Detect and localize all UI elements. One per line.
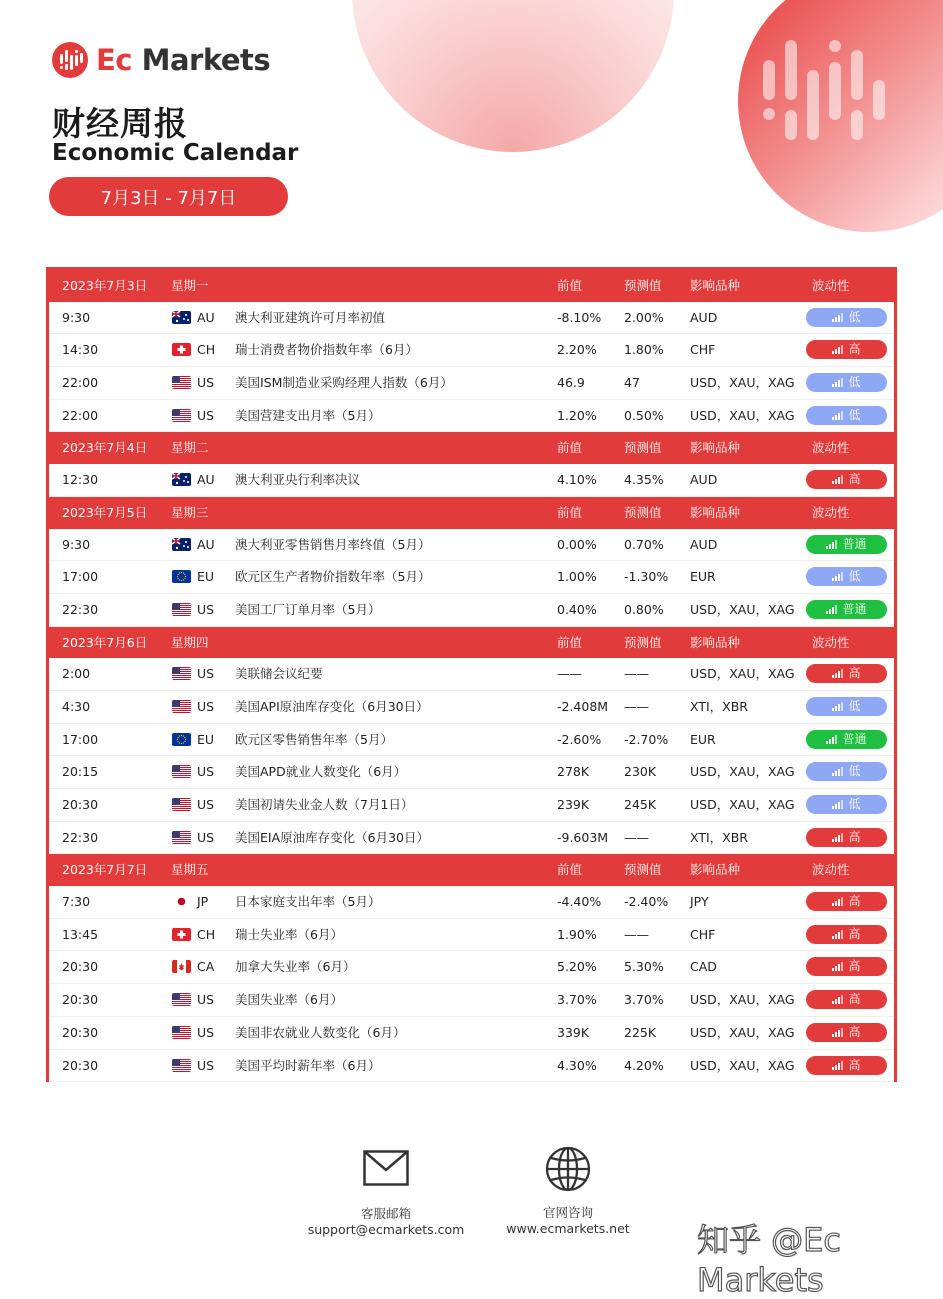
- event-prev: -2.408M: [557, 698, 609, 714]
- brand-logo: [52, 42, 270, 78]
- col-prev-header: 前值: [557, 862, 583, 878]
- country-code: CA: [197, 959, 215, 975]
- event-name: 美国ISM制造业采购经理人指数（6月）: [235, 375, 453, 391]
- event-prev: 339K: [557, 1024, 590, 1040]
- event-time: 22:30: [62, 601, 99, 617]
- country-code: EU: [197, 569, 215, 585]
- event-forecast: 0.80%: [624, 601, 664, 617]
- footer-email-label: 客服邮箱: [360, 1206, 411, 1221]
- country-code: US: [197, 829, 215, 845]
- table-row: [49, 756, 894, 789]
- flag-icon: [172, 1026, 191, 1039]
- country-code: US: [197, 407, 215, 423]
- event-prev: 0.40%: [557, 601, 597, 617]
- volatility-label: 普通: [842, 536, 867, 551]
- event-name: 加拿大失业率（6月）: [235, 959, 356, 975]
- event-forecast: 230K: [624, 764, 657, 780]
- event-name: 美联储会议纪要: [235, 666, 323, 682]
- brand-pattern-icon: [763, 40, 913, 150]
- event-prev: -8.10%: [557, 309, 602, 325]
- logo-mark-icon: [52, 42, 88, 78]
- country-code: US: [197, 764, 215, 780]
- volatility-badge: [806, 373, 887, 392]
- event-affected: USD，XAU，XAG: [690, 992, 795, 1008]
- event-forecast: 0.50%: [624, 407, 664, 423]
- flag-us-icon: [172, 993, 191, 1006]
- event-prev: 1.20%: [557, 407, 597, 423]
- globe-icon: [545, 1146, 591, 1192]
- volatility-badge: [806, 1023, 887, 1042]
- event-name: 美国EIA原油库存变化（6月30日）: [235, 829, 429, 845]
- col-forecast-header: 预测值: [624, 440, 662, 456]
- country-code: US: [197, 601, 215, 617]
- col-affected-header: 影响品种: [690, 504, 741, 520]
- event-name: 瑞士消费者物价指数年率（6月）: [235, 342, 418, 358]
- flag-icon: [172, 538, 191, 551]
- brand-name: [96, 43, 270, 77]
- event-prev: 5.20%: [557, 959, 597, 975]
- table-row: [49, 400, 894, 433]
- table-row: [49, 334, 894, 367]
- volatility-label: 低: [848, 797, 861, 811]
- event-prev: 1.00%: [557, 569, 597, 585]
- event-affected: AUD: [690, 309, 718, 325]
- country-code: CH: [197, 342, 216, 358]
- flag-icon: [172, 831, 191, 844]
- event-time: 20:30: [62, 959, 99, 975]
- event-time: 22:00: [62, 407, 99, 423]
- flag-icon: [172, 798, 191, 811]
- footer-website[interactable]: [488, 1146, 648, 1236]
- volatility-label: 普通: [842, 731, 867, 746]
- event-name: 欧元区零售销售年率（5月）: [235, 731, 393, 747]
- footer-email[interactable]: [306, 1150, 466, 1237]
- col-forecast-header: 预测值: [624, 634, 662, 650]
- day-weekday: 星期五: [171, 862, 209, 878]
- event-time: 2:00: [62, 666, 91, 682]
- event-time: 20:30: [62, 797, 99, 812]
- volatility-badge: [806, 1056, 887, 1075]
- event-prev: -2.60%: [557, 731, 602, 747]
- country-code: AU: [197, 536, 215, 552]
- event-prev: 4.10%: [557, 472, 597, 488]
- volatility-label: 低: [848, 309, 861, 324]
- flag-au-icon: [172, 311, 191, 324]
- col-affected-header: 影响品种: [690, 278, 741, 293]
- page-title-cn: 财经周报: [52, 104, 188, 143]
- volatility-label: 高: [848, 829, 861, 844]
- event-affected: CAD: [690, 959, 717, 975]
- day-header-row: [49, 854, 894, 886]
- event-forecast: 245K: [624, 797, 657, 812]
- day-header-row: [49, 627, 894, 659]
- event-affected: USD，XAU，XAG: [690, 666, 795, 682]
- country-code: US: [197, 698, 215, 714]
- event-affected: USD，XAU，XAG: [690, 1057, 795, 1073]
- event-forecast: ——: [624, 666, 649, 682]
- event-name: 澳大利亚央行利率决议: [235, 472, 361, 488]
- flag-icon: [172, 409, 191, 422]
- flag-icon: [172, 733, 191, 746]
- footer-website-label: 官网咨询: [542, 1205, 593, 1220]
- table-row: [49, 886, 894, 919]
- event-time: 9:30: [62, 309, 91, 325]
- volatility-badge: [806, 990, 887, 1009]
- col-volatility-header: 波动性: [812, 440, 850, 456]
- event-prev: -9.603M: [557, 829, 609, 845]
- col-affected-header: 影响品种: [690, 634, 741, 650]
- event-prev: 239K: [557, 797, 590, 812]
- country-code: US: [197, 1024, 215, 1040]
- table-row: [49, 724, 894, 757]
- event-name: 美国失业率（6月）: [235, 992, 343, 1008]
- flag-icon: [172, 603, 191, 616]
- volatility-badge: [806, 957, 887, 976]
- event-name: 欧元区生产者物价指数年率（5月）: [235, 569, 431, 585]
- table-row: [49, 594, 894, 627]
- event-forecast: -2.70%: [624, 731, 669, 747]
- event-time: 22:00: [62, 375, 99, 391]
- flag-icon: [172, 1059, 191, 1072]
- flag-ca-icon: [172, 960, 191, 973]
- volatility-label: 高: [848, 992, 861, 1007]
- table-row: [49, 529, 894, 562]
- day-date: 2023年7月6日: [62, 634, 148, 650]
- event-prev: 2.20%: [557, 342, 597, 358]
- volatility-badge: [806, 567, 887, 586]
- event-forecast: ——: [624, 926, 649, 942]
- footer-email-value[interactable]: support@ecmarkets.com: [307, 1222, 465, 1237]
- day-weekday: 星期二: [171, 440, 209, 456]
- event-forecast: 4.35%: [624, 472, 664, 488]
- event-name: 美国营建支出月率（5月）: [235, 407, 381, 423]
- day-weekday: 星期一: [171, 278, 209, 293]
- watermark: 知乎 @Ec Markets: [697, 1221, 841, 1299]
- volatility-badge: [806, 470, 887, 489]
- event-affected: USD，XAU，XAG: [690, 407, 795, 423]
- country-code: US: [197, 375, 215, 391]
- volatility-badge: [806, 340, 887, 359]
- country-code: JP: [197, 894, 209, 910]
- event-time: 4:30: [62, 698, 91, 714]
- day-date: 2023年7月3日: [62, 278, 148, 293]
- table-row: [49, 1050, 894, 1083]
- event-forecast: ——: [624, 829, 649, 845]
- flag-au-icon: [172, 473, 191, 486]
- economic-calendar-table: [46, 267, 897, 1082]
- flag-icon: [172, 473, 191, 486]
- event-time: 12:30: [62, 472, 99, 488]
- flag-us-icon: [172, 1026, 191, 1039]
- flag-us-icon: [172, 409, 191, 422]
- event-forecast: 2.00%: [624, 309, 664, 325]
- country-code: CH: [197, 926, 216, 942]
- volatility-badge: [806, 664, 887, 683]
- flag-icon: [172, 765, 191, 778]
- flag-us-icon: [172, 376, 191, 389]
- table-row: [49, 1017, 894, 1050]
- flag-us-icon: [172, 603, 191, 616]
- table-row: [49, 464, 894, 497]
- flag-ch-icon: [172, 343, 191, 356]
- flag-us-icon: [172, 765, 191, 778]
- volatility-label: 低: [848, 407, 861, 422]
- date-range-badge: 7月3日 - 7月7日: [49, 177, 288, 216]
- volatility-badge: [806, 795, 887, 814]
- country-code: US: [197, 797, 215, 812]
- country-code: US: [197, 666, 215, 682]
- event-name: 澳大利亚建筑许可月率初值: [235, 309, 386, 325]
- volatility-badge: [806, 535, 887, 554]
- event-name: 美国工厂订单月率（5月）: [235, 601, 381, 617]
- col-prev-header: 前值: [557, 634, 583, 650]
- event-time: 14:30: [62, 342, 99, 358]
- event-affected: EUR: [690, 731, 716, 747]
- event-name: 美国APD就业人数变化（6月）: [235, 764, 407, 780]
- col-forecast-header: 预测值: [624, 862, 662, 878]
- event-name: 美国API原油库存变化（6月30日）: [235, 698, 429, 714]
- flag-icon: [172, 993, 191, 1006]
- country-code: AU: [197, 309, 215, 325]
- event-affected: AUD: [690, 536, 718, 552]
- country-code: US: [197, 992, 215, 1008]
- volatility-label: 低: [848, 569, 861, 584]
- flag-us-icon: [172, 667, 191, 680]
- event-affected: AUD: [690, 472, 718, 488]
- volatility-badge: [806, 925, 887, 944]
- day-date: 2023年7月7日: [62, 862, 148, 878]
- volatility-badge: [806, 828, 887, 847]
- event-time: 9:30: [62, 536, 91, 552]
- event-name: 瑞士失业率（6月）: [235, 926, 343, 942]
- event-prev: 0.00%: [557, 536, 597, 552]
- table-row: [49, 789, 894, 822]
- col-forecast-header: 预测值: [624, 504, 662, 520]
- table-row: [49, 822, 894, 855]
- event-prev: 278K: [557, 764, 590, 780]
- volatility-label: 普通: [842, 601, 867, 616]
- flag-icon: [172, 895, 191, 908]
- event-forecast: 225K: [624, 1024, 657, 1040]
- event-affected: USD，XAU，XAG: [690, 375, 795, 391]
- event-time: 17:00: [62, 731, 99, 747]
- event-affected: JPY: [690, 894, 709, 910]
- event-forecast: 5.30%: [624, 959, 664, 975]
- volatility-label: 高: [848, 959, 861, 974]
- volatility-badge: [806, 308, 887, 327]
- flag-icon: [172, 667, 191, 680]
- event-prev: 46.9: [557, 375, 585, 391]
- table-row: [49, 367, 894, 400]
- volatility-label: 高: [848, 894, 861, 909]
- event-prev: 1.90%: [557, 926, 597, 942]
- event-forecast: -1.30%: [624, 569, 669, 585]
- col-volatility-header: 波动性: [812, 504, 850, 520]
- event-forecast: 0.70%: [624, 536, 664, 552]
- flag-eu-icon: [172, 733, 191, 746]
- event-time: 20:30: [62, 1024, 99, 1040]
- event-time: 13:45: [62, 926, 99, 942]
- flag-au-icon: [172, 538, 191, 551]
- day-header-row: [49, 497, 894, 529]
- flag-icon: [172, 700, 191, 713]
- col-prev-header: 前值: [557, 440, 583, 456]
- col-volatility-header: 波动性: [812, 862, 850, 878]
- event-affected: XTI，XBR: [690, 829, 748, 845]
- event-time: 17:00: [62, 569, 99, 585]
- event-prev: 3.70%: [557, 992, 597, 1008]
- event-affected: USD，XAU，XAG: [690, 764, 795, 780]
- event-forecast: ——: [624, 698, 649, 714]
- day-weekday: 星期四: [171, 634, 209, 650]
- event-name: 日本家庭支出年率（5月）: [235, 894, 381, 910]
- event-time: 20:30: [62, 1057, 99, 1073]
- brand-name-rest: Markets: [132, 43, 271, 77]
- day-weekday: 星期三: [171, 504, 209, 520]
- day-date: 2023年7月4日: [62, 440, 148, 456]
- event-forecast: -2.40%: [624, 894, 669, 910]
- table-row: [49, 658, 894, 691]
- volatility-label: 低: [848, 764, 861, 779]
- flag-ch-icon: [172, 928, 191, 941]
- volatility-label: 低: [848, 698, 861, 713]
- event-time: 7:30: [62, 894, 91, 910]
- volatility-badge: [806, 697, 887, 716]
- event-forecast: 1.80%: [624, 342, 664, 358]
- flag-us-icon: [172, 798, 191, 811]
- event-name: 美国非农就业人数变化（6月）: [235, 1024, 406, 1040]
- mail-icon: [363, 1150, 409, 1186]
- col-prev-header: 前值: [557, 278, 583, 293]
- event-affected: USD，XAU，XAG: [690, 797, 795, 812]
- country-code: EU: [197, 731, 215, 747]
- brand-name-ec: Ec: [96, 43, 133, 77]
- event-affected: USD，XAU，XAG: [690, 601, 795, 617]
- flag-icon: [172, 343, 191, 356]
- col-forecast-header: 预测值: [624, 278, 662, 293]
- volatility-badge: [806, 600, 887, 619]
- table-row: [49, 919, 894, 952]
- flag-eu-icon: [172, 570, 191, 583]
- flag-us-icon: [172, 831, 191, 844]
- volatility-badge: [806, 762, 887, 781]
- table-row: [49, 951, 894, 984]
- flag-jp-icon: [172, 895, 191, 908]
- country-code: US: [197, 1057, 215, 1073]
- event-forecast: 3.70%: [624, 992, 664, 1008]
- event-time: 22:30: [62, 829, 99, 845]
- event-prev: -4.40%: [557, 894, 602, 910]
- event-name: 美国初请失业金人数（7月1日）: [235, 797, 414, 812]
- event-name: 美国平均时薪年率（6月）: [235, 1057, 381, 1073]
- volatility-badge: [806, 406, 887, 425]
- table-row: [49, 984, 894, 1017]
- volatility-label: 高: [848, 666, 861, 681]
- volatility-label: 高: [848, 926, 861, 941]
- event-affected: CHF: [690, 342, 716, 358]
- event-prev: ——: [557, 666, 582, 682]
- flag-icon: [172, 376, 191, 389]
- country-code: AU: [197, 472, 215, 488]
- flag-us-icon: [172, 1059, 191, 1072]
- volatility-badge: [806, 730, 887, 749]
- volatility-label: 高: [848, 1057, 861, 1072]
- event-forecast: 47: [624, 375, 640, 391]
- flag-icon: [172, 928, 191, 941]
- volatility-label: 高: [848, 472, 861, 487]
- table-row: [49, 302, 894, 335]
- event-affected: XTI，XBR: [690, 698, 748, 714]
- decor-circle-right: [738, 0, 943, 232]
- volatility-label: 高: [848, 1024, 861, 1039]
- flag-icon: [172, 960, 191, 973]
- col-volatility-header: 波动性: [812, 634, 850, 650]
- day-header-row: [49, 432, 894, 464]
- event-name: 澳大利亚零售销售月率终值（5月）: [235, 536, 431, 552]
- table-row: [49, 691, 894, 724]
- col-affected-header: 影响品种: [690, 862, 741, 878]
- page-title-en: Economic Calendar: [52, 140, 299, 166]
- event-time: 20:30: [62, 992, 99, 1008]
- day-header-row: [49, 270, 894, 302]
- flag-icon: [172, 570, 191, 583]
- col-volatility-header: 波动性: [812, 278, 850, 293]
- event-affected: USD，XAU，XAG: [690, 1024, 795, 1040]
- flag-icon: [172, 311, 191, 324]
- col-prev-header: 前值: [557, 504, 583, 520]
- volatility-badge: [806, 892, 887, 911]
- footer-website-value[interactable]: www.ecmarkets.net: [506, 1221, 630, 1236]
- event-affected: EUR: [690, 569, 716, 585]
- day-date: 2023年7月5日: [62, 504, 148, 520]
- event-affected: CHF: [690, 926, 716, 942]
- flag-us-icon: [172, 700, 191, 713]
- event-forecast: 4.20%: [624, 1057, 664, 1073]
- event-time: 20:15: [62, 764, 99, 780]
- event-prev: 4.30%: [557, 1057, 597, 1073]
- volatility-label: 低: [848, 375, 861, 390]
- col-affected-header: 影响品种: [690, 440, 741, 456]
- volatility-label: 高: [848, 342, 861, 357]
- decor-circle-left: [352, 0, 674, 152]
- table-row: [49, 561, 894, 594]
